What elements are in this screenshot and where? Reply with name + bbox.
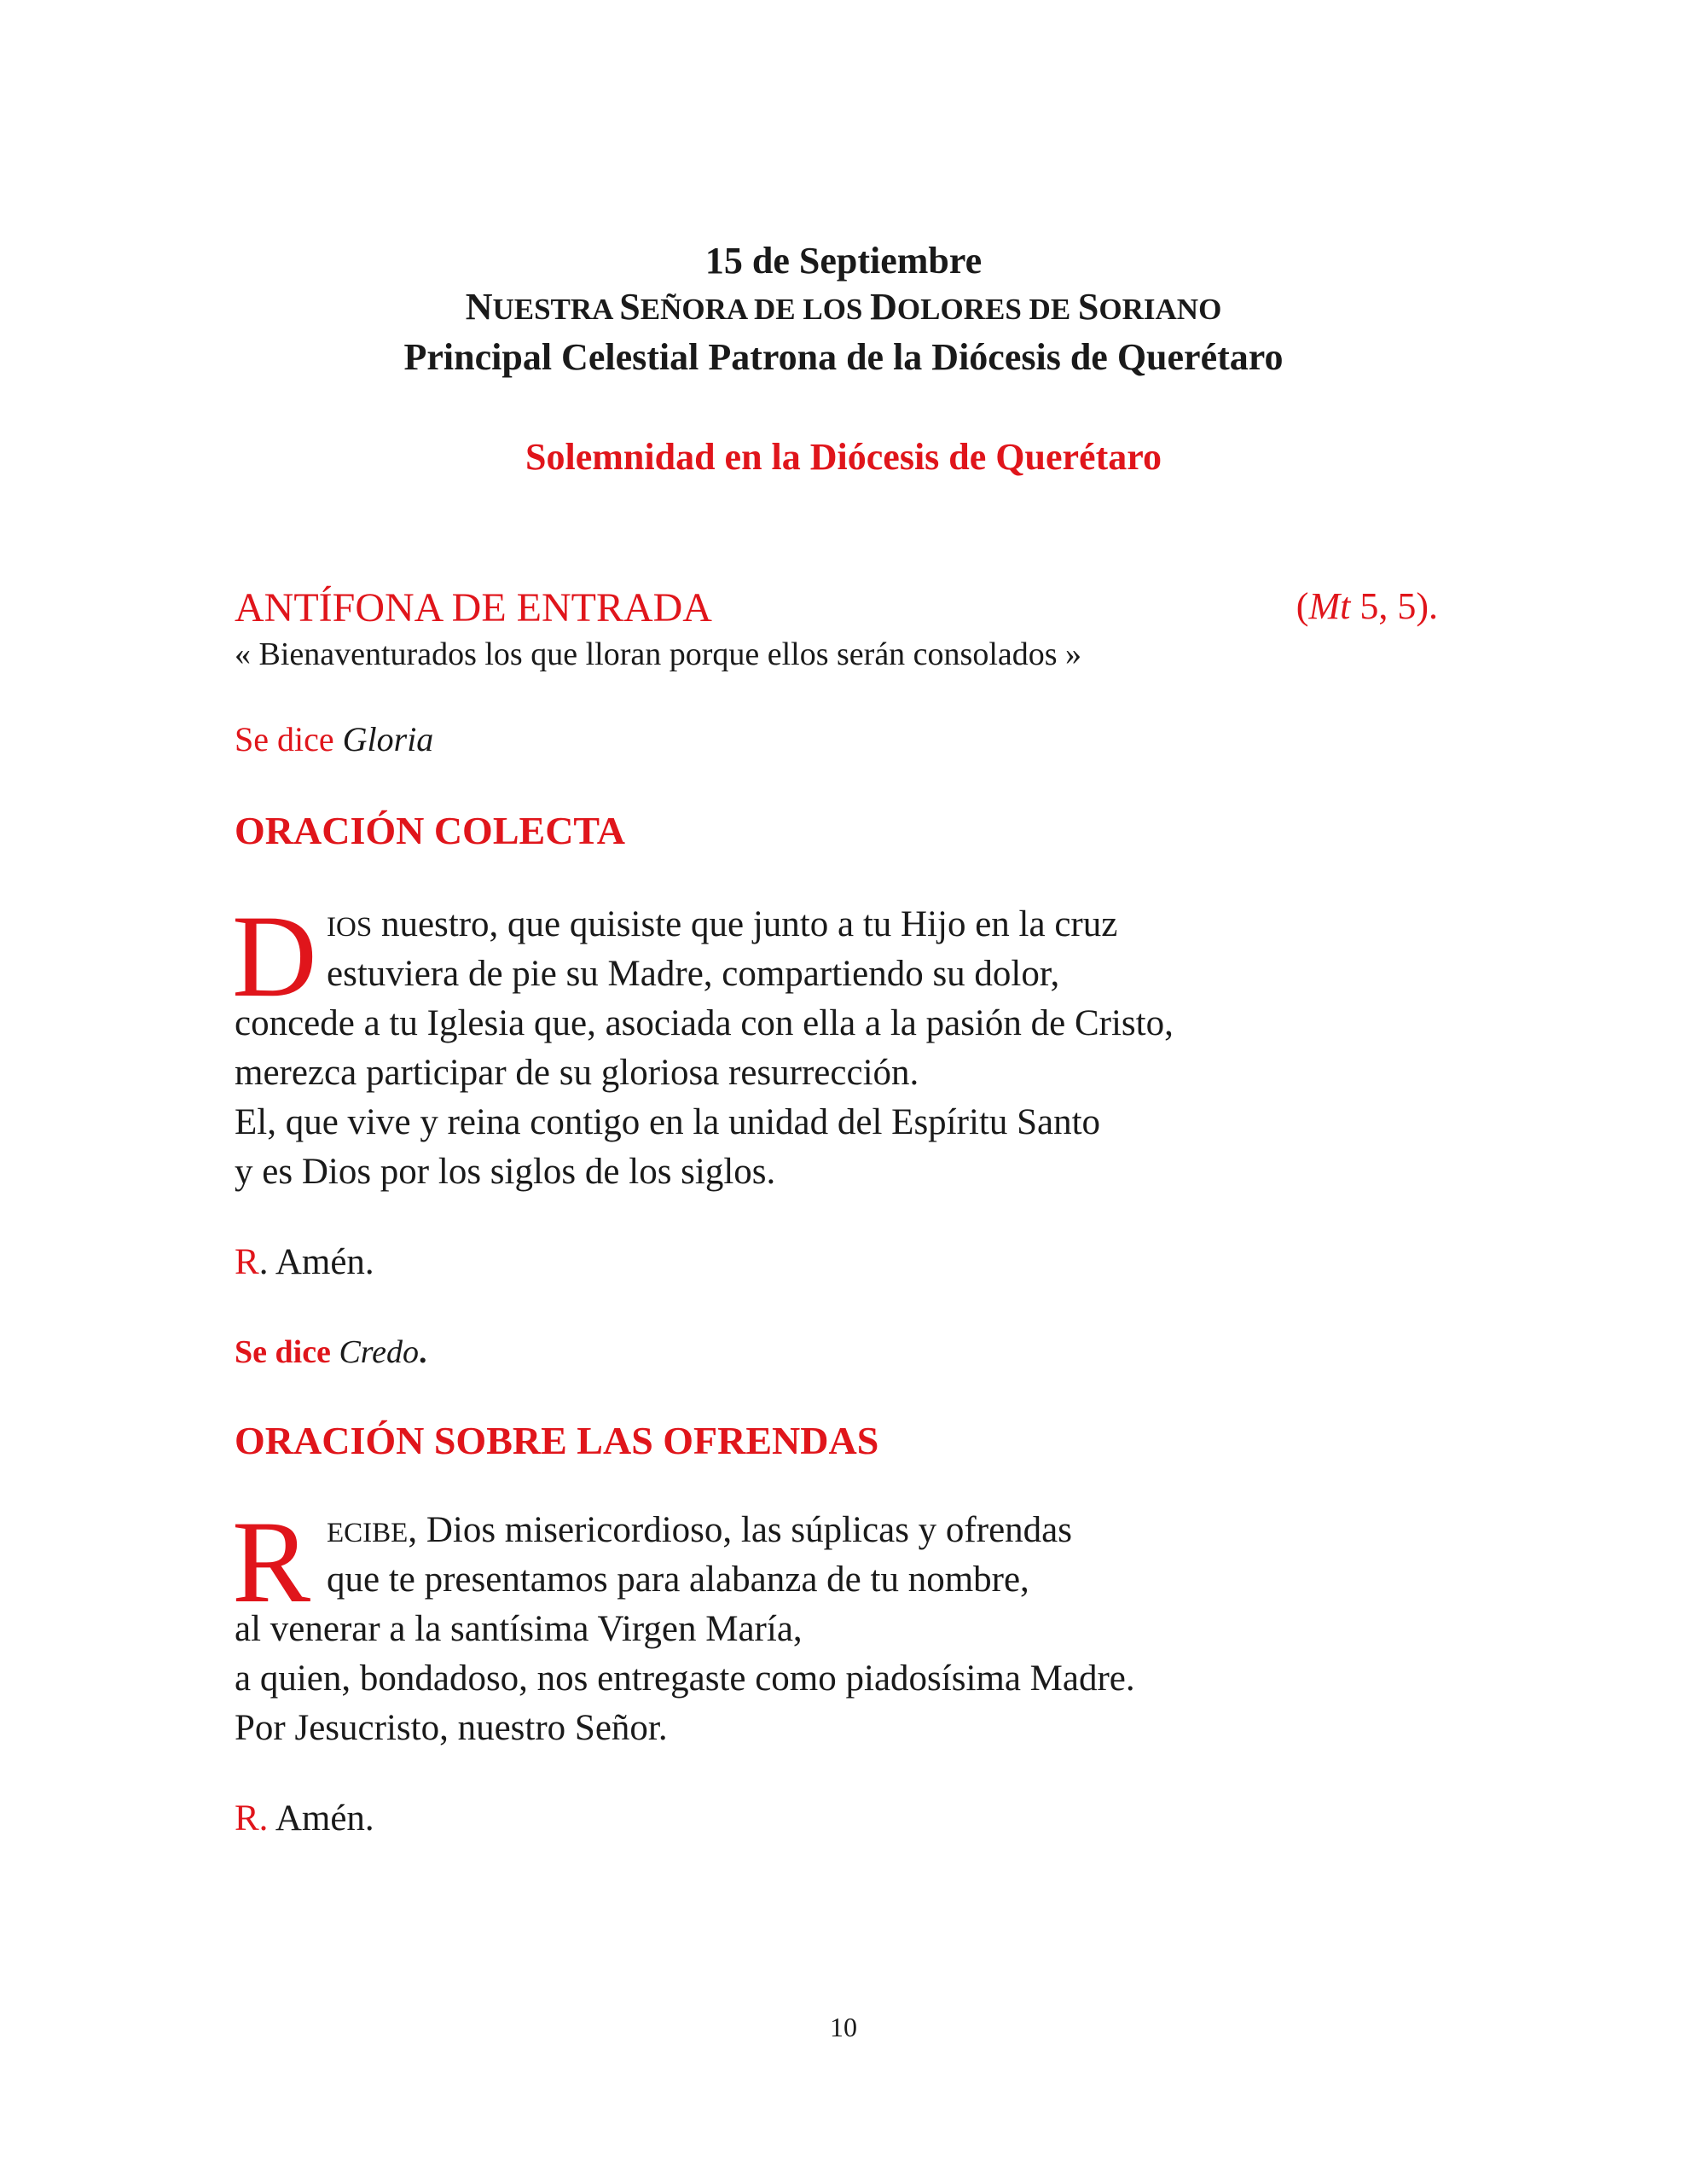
- antifona-label: ANTÍFONA DE ENTRADA: [235, 585, 712, 630]
- antifona-text: « Bienaventurados los que lloran porque ellos serán consolados »: [235, 636, 1082, 672]
- colecta-title: ORACIÓN COLECTA: [235, 809, 625, 852]
- patronage-subtitle: Principal Celestial Patrona de la Diócesis de Querétaro: [403, 336, 1284, 378]
- colecta-line-3: concede a tu Iglesia que, asociada con ella a la pasión de Cristo,: [235, 1003, 1174, 1043]
- colecta-response: R. Amén.: [235, 1242, 374, 1282]
- colecta-line-2: estuviera de pie su Madre, compartiendo su dolor,: [327, 954, 1060, 994]
- ofrendas-line-2: que te presentamos para alabanza de tu nombre,: [327, 1560, 1029, 1600]
- page-number: 10: [830, 2012, 857, 2042]
- colecta-line-4: merezca participar de su gloriosa resurrección.: [235, 1053, 919, 1093]
- colecta-line-1: IOS nuestro, que quisiste que junto a tu Hijo en la cruz: [327, 904, 1118, 944]
- credo-rubric: Se dice Credo.: [235, 1334, 427, 1370]
- rank-subtitle: Solemnidad en la Diócesis de Querétaro: [525, 436, 1162, 478]
- ofrendas-line-1: ECIBE, Dios misericordioso, las súplicas y ofrendas: [327, 1510, 1072, 1550]
- ofrendas-drop-cap: R: [232, 1496, 311, 1627]
- ofrendas-line-3: al venerar a la santísima Virgen María,: [235, 1609, 803, 1649]
- ofrendas-title: ORACIÓN SOBRE LAS OFRENDAS: [235, 1419, 879, 1462]
- feast-title: NUESTRA SEÑORA DE LOS DOLORES DE SORIANO: [465, 286, 1222, 328]
- antifona-reference: (Mt 5, 5).: [1296, 585, 1438, 627]
- date-heading: 15 de Septiembre: [704, 240, 983, 282]
- colecta-line-5: El, que vive y reina contigo en la unidad del Espíritu Santo: [235, 1102, 1101, 1142]
- gloria-rubric: Se dice Gloria: [235, 720, 434, 758]
- ofrendas-line-4: a quien, bondadoso, nos entregaste como piadosísima Madre.: [235, 1658, 1135, 1699]
- ofrendas-line-5: Por Jesucristo, nuestro Señor.: [235, 1708, 668, 1748]
- colecta-drop-cap: D: [232, 891, 317, 1021]
- ofrendas-response: R. Amén.: [235, 1798, 374, 1838]
- colecta-line-6: y es Dios por los siglos de los siglos.: [235, 1152, 776, 1192]
